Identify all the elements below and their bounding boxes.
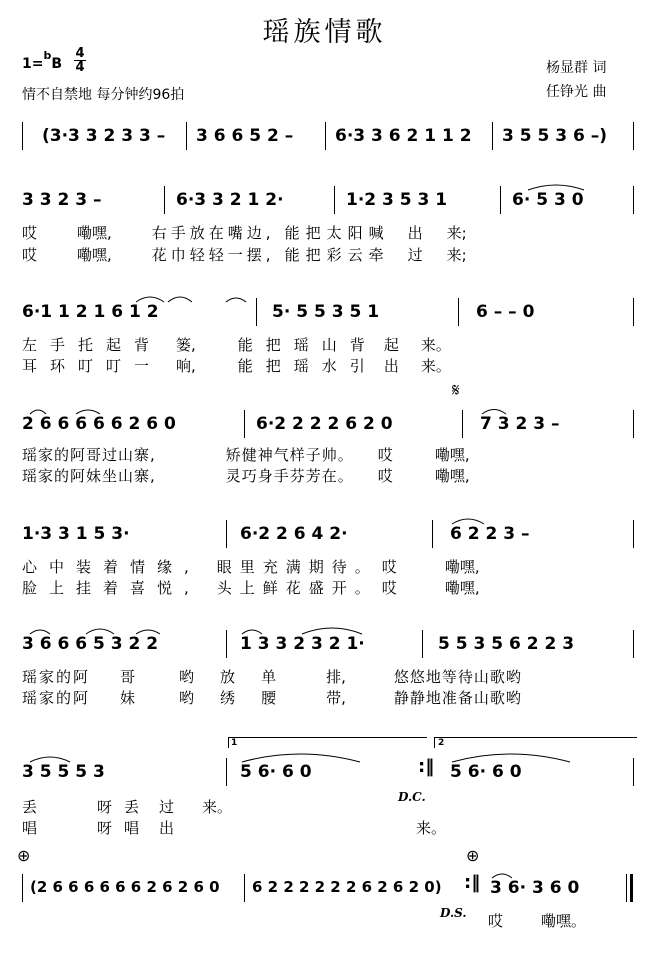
- measure-notes: 6 2 2 2 2 2 2 6 2 6 2 0): [252, 878, 442, 896]
- slur: [226, 298, 246, 302]
- measure-notes: 3 6 6 6 5 3 2 2: [22, 634, 159, 654]
- lyric-line: 瑶家的阿哥过山寨, 矫健神气样子帅。 哎 嘞嘿,: [22, 446, 470, 464]
- composer-credit: 任铮光 曲: [546, 84, 607, 100]
- measure-notes: 3 5 5 3 6 –): [502, 126, 608, 146]
- measure-notes: 6·2 2 6 4 2·: [240, 524, 348, 544]
- lyric-line: 心中装着情缘, 眼里充满期待。 哎 嘞嘿,: [22, 558, 480, 576]
- slur: [136, 297, 164, 302]
- dc-marking: D.C.: [398, 790, 426, 804]
- measure-notes: 3 6 6 5 2 –: [196, 126, 294, 146]
- key-flat: b: [43, 49, 52, 62]
- measure-notes: 3 5 5 5 3: [22, 762, 105, 782]
- measure-notes: 6·2 2 2 2 6 2 0: [256, 414, 393, 434]
- lyric-line: 脸上挂着喜悦, 头上鲜花盛开。 哎 嘞嘿,: [22, 579, 480, 597]
- lyric-line: 瑶家的阿 妹 哟 绣 腰 带, 静静地准备山歌哟: [22, 689, 522, 707]
- lyric-line: 唱 呀唱 出 来。: [22, 819, 447, 837]
- slur: [30, 757, 70, 762]
- measure-notes: (3·3 3 2 3 3 –: [42, 126, 166, 146]
- measure-notes: 1 3 3 2 3 2 1·: [240, 634, 365, 654]
- ds-marking: D.S.: [440, 906, 467, 920]
- slur: [482, 410, 506, 415]
- slur: [30, 630, 50, 634]
- slur: [30, 410, 46, 414]
- measure-notes: 5· 5 5 3 5 1: [272, 302, 380, 322]
- tempo-marking: 情不自禁地 每分钟约96拍: [22, 87, 185, 103]
- volta-2-label: 2: [438, 738, 445, 748]
- segno-mark: 𝄋: [452, 380, 460, 401]
- time-top: 4: [75, 46, 85, 61]
- key-note: B: [51, 56, 63, 72]
- volta-1-label: 1: [231, 738, 238, 748]
- key-prefix: 1=: [22, 56, 44, 72]
- lyric-line: 瑶家的阿 哥 哟 放 单 排, 悠悠地等待山歌哟: [22, 668, 522, 686]
- measure-notes: 3 6· 3 6 0: [490, 878, 580, 898]
- measure-notes: 1·2 3 5 3 1: [346, 190, 448, 210]
- measure-notes: 5 5 3 5 6 2 2 3: [438, 634, 575, 654]
- measure-notes: (2 6 6 6 6 6 6 2 6 2 6 0: [30, 878, 220, 896]
- slur: [528, 185, 584, 190]
- slur: [242, 630, 262, 634]
- repeat-end-sign: :‖: [418, 756, 435, 777]
- lyric-line: 瑶家的阿妹坐山寨, 灵巧身手芬芳在。 哎 嘞嘿,: [22, 467, 470, 485]
- measure-notes: 6·3 3 6 2 1 1 2: [335, 126, 472, 146]
- song-title: 瑶族情歌: [262, 17, 387, 48]
- lyric-line: 丢 呀丢 过 来。: [22, 798, 233, 816]
- measure-notes: 1·3 3 1 5 3·: [22, 524, 130, 544]
- measure-notes: 6 – – 0: [476, 302, 535, 322]
- lyric-line: 哎 嘞嘿。: [488, 912, 587, 930]
- slur: [302, 628, 362, 634]
- repeat-end-sign: :‖: [464, 872, 481, 893]
- measure-notes: 6·3 3 2 1 2·: [176, 190, 284, 210]
- measure-notes: 7 3 2 3 –: [480, 414, 560, 434]
- slur: [76, 410, 100, 414]
- measure-notes: 6·1 1 2 1 6 1 2: [22, 302, 159, 322]
- lyricist-credit: 杨显群 词: [546, 60, 607, 76]
- measure-notes: 6· 5 3 0: [512, 190, 584, 210]
- slur: [136, 630, 160, 634]
- coda-mark: ⊕: [466, 846, 480, 865]
- slur: [86, 629, 114, 634]
- coda-mark: ⊕: [17, 846, 31, 865]
- measure-notes: 2 6 6 6 6 6 2 6 0: [22, 414, 176, 434]
- time-bottom: 4: [75, 60, 85, 75]
- slur: [452, 519, 484, 524]
- lyric-line: 哎 嘞嘿, 右手放在嘴边, 能把太阳喊 出 来;: [22, 224, 467, 242]
- slur: [452, 754, 570, 762]
- slur: [492, 874, 512, 878]
- slur: [168, 297, 192, 302]
- measure-notes: 6 2 2 3 –: [450, 524, 530, 544]
- measure-notes: 5 6· 6 0: [450, 762, 522, 782]
- slur: [242, 754, 360, 762]
- lyric-line: 耳环叮叮一 响, 能把瑶水引 出 来。: [22, 357, 451, 375]
- measure-notes: 5 6· 6 0: [240, 762, 312, 782]
- measure-notes: 3 3 2 3 –: [22, 190, 102, 210]
- lyric-line: 左手托起背 篓, 能把瑶山背 起 来。: [22, 336, 451, 354]
- lyric-line: 哎 嘞嘿, 花巾轻轻一摆, 能把彩云牵 过 来;: [22, 246, 467, 264]
